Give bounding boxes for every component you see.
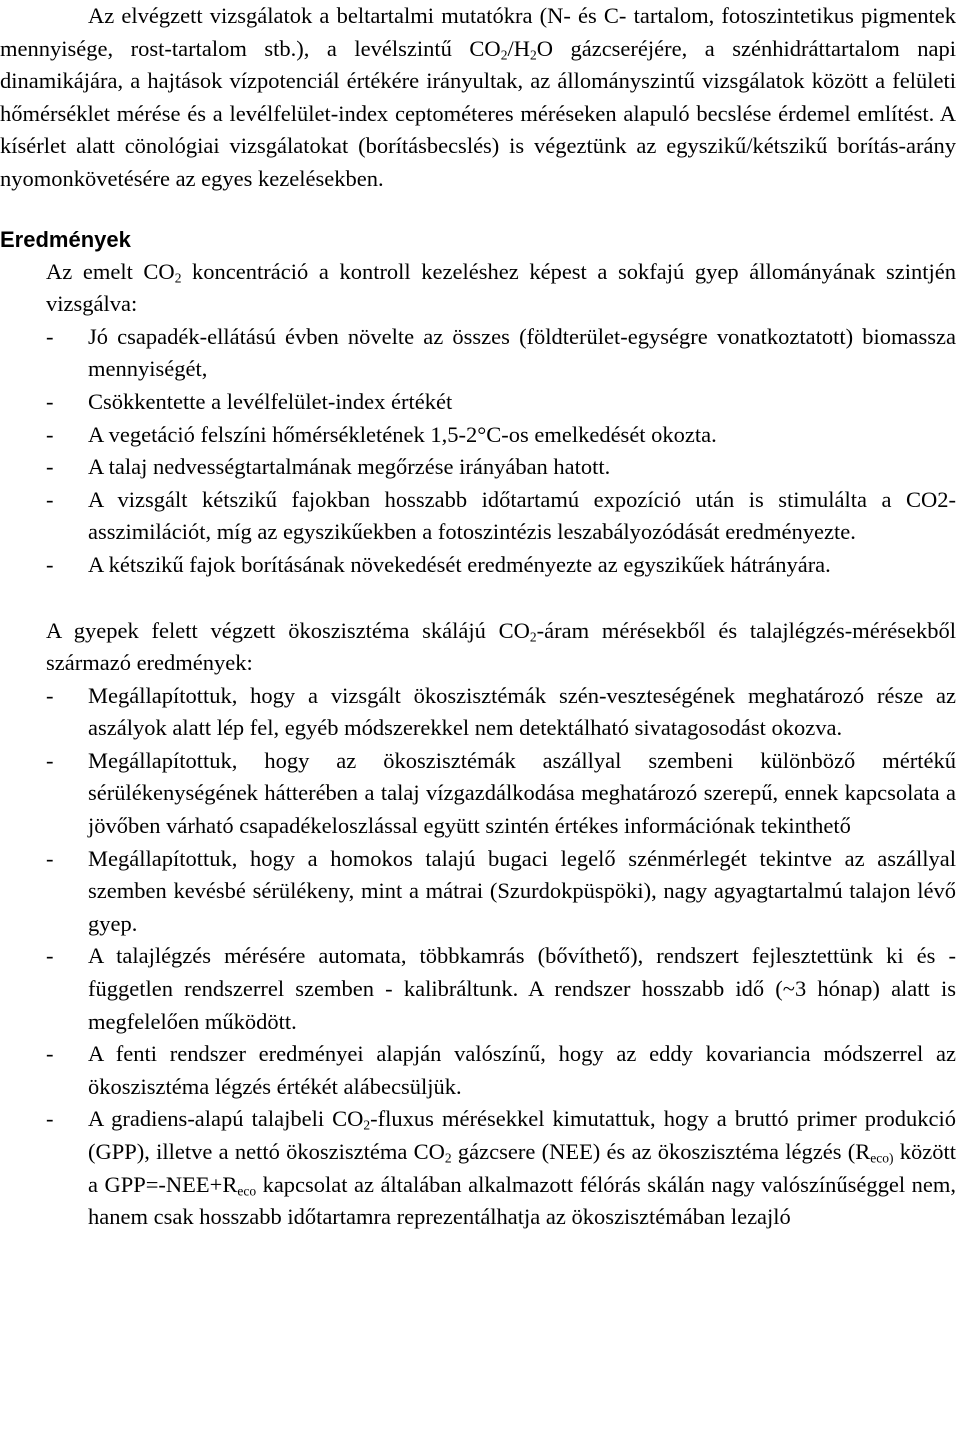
list-item bbox=[0, 419, 960, 452]
list-item-text: A vizsgált kétszikű fajokban hosszabb időtartamú expozíció után is stimulálta a CO2-asszimilációt, míg az egyszikűekben a fotoszintézis leszabályozódását eredményezte. bbox=[88, 486, 956, 545]
section1-lead bbox=[0, 256, 960, 321]
list-item bbox=[0, 1103, 960, 1233]
paragraph-gap bbox=[0, 582, 960, 615]
list-item bbox=[0, 843, 960, 941]
last-item-text-a: A gradiens-alapú talajbeli CO bbox=[88, 1106, 364, 1132]
list-item-text: Megállapítottuk, hogy az ökoszisztémák aszállyal szembeni különböző mértékű sérülékenységének hátterében a talaj vízgazdálkodása meghatározó szerepű, ennek kapcsolata a jövőben várható csapadékeloszlással együtt szintén értékes információnak tekinthető bbox=[88, 747, 956, 839]
list-dash: - bbox=[46, 421, 54, 447]
results-heading: Eredmények bbox=[0, 226, 131, 252]
list-item bbox=[0, 549, 960, 582]
section1-lead-text-b: koncentráció a kontroll kezeléshez képest a sokfajú gyep állományának szintjén vizsgálva: bbox=[46, 258, 956, 317]
intro-sub-2: 2 bbox=[529, 46, 537, 62]
last-item-sub-2: 2 bbox=[444, 1150, 452, 1166]
section2-lead-text-a: A gyepek felett végzett ökoszisztéma skálájú CO bbox=[46, 617, 530, 643]
list-item-text: Megállapítottuk, hogy a homokos talajú bugaci legelő szénmérlegét tekintve az aszállyal szemben kevésbé sérülékeny, mint a mátrai (Szurdokpüspöki), nagy agyagtartalmú talajon lévő gyep. bbox=[88, 845, 956, 936]
list-item-text: A talajlégzés mérésére automata, többkamrás (bővíthető), rendszert fejlesztettünk ki és - független rendszerrel szemben - kalibráltunk. A rendszer hosszabb idő (~3 hónap) alatt is megfelelően működött. bbox=[88, 943, 956, 1034]
section2-list bbox=[0, 680, 960, 1234]
list-item-text: A vegetáció felszíni hőmérsékletének 1,5-2°C-os emelkedését okozta. bbox=[88, 421, 717, 447]
list-dash: - bbox=[46, 1106, 54, 1132]
list-item bbox=[0, 484, 960, 549]
list-item bbox=[0, 321, 960, 386]
list-item-text: Csökkentette a levélfelület-index értékét bbox=[88, 388, 453, 414]
last-item-text-c: gázcsere (NEE) és az ökoszisztéma légzés (R bbox=[451, 1139, 871, 1164]
intro-sub-1: 2 bbox=[500, 46, 508, 62]
list-dash: - bbox=[46, 486, 54, 512]
list-item-text: A fenti rendszer eredményei alapján valószínű, hogy az eddy kovariancia módszerrel az ökoszisztéma légzés értékét alábecsüljük. bbox=[88, 1041, 956, 1099]
section1-list bbox=[0, 321, 960, 582]
list-dash: - bbox=[46, 682, 54, 708]
section1-lead-text-a: Az emelt CO bbox=[46, 258, 175, 284]
last-item-sub-3: eco) bbox=[870, 1150, 894, 1166]
list-dash: - bbox=[46, 747, 54, 773]
list-dash: - bbox=[46, 388, 54, 414]
list-item-text: Jó csapadék-ellátású évben növelte az összes (földterület-egységre vonatkoztatott) biomassza mennyiségét, bbox=[88, 323, 956, 382]
section2-lead-sub: 2 bbox=[529, 628, 537, 644]
list-item bbox=[0, 745, 960, 843]
list-item-text: Megállapítottuk, hogy a vizsgált ökoszisztémák szén-veszteségének meghatározó része az aszályok alatt lép fel, egyéb módszerekkel nem detektálható sivatagosodást okozva. bbox=[88, 682, 956, 741]
list-dash: - bbox=[46, 943, 54, 969]
list-item bbox=[0, 1038, 960, 1103]
list-item bbox=[0, 680, 960, 745]
last-item-sub-4: eco bbox=[237, 1182, 257, 1198]
list-item bbox=[0, 386, 960, 419]
last-item-text-b: -fluxus mérésekkel kimutattuk, hogy a bruttó primer produkció (GPP), illetve a nettó ökoszisztéma CO bbox=[88, 1106, 956, 1164]
list-item-text: A kétszikű fajok borításának növekedését eredményezte az egyszikűek hátrányára. bbox=[88, 551, 831, 577]
list-dash: - bbox=[46, 1041, 54, 1067]
list-dash: - bbox=[46, 323, 54, 349]
section2-lead-text-b: -áram mérésekből és talajlégzés-mérésekből származó eredmények: bbox=[46, 617, 956, 676]
intro-text-3: O gázcseréjére, a szénhidráttartalom napi dinamikájára, a hajtások vízpotenciál értékére irányultak, az állományszintű vizsgálatok között a felületi hőmérséklet mérése és a levélfelület-index ceptométeres méréseken alapuló becslése érdemel említést. A kísérlet alatt cönológiai vizsgálatokat (borításbecslés) is végeztünk az egyszikű/kétszikű borítás-arány nyomonkövetésére az egyes kezelésekben. bbox=[0, 35, 956, 191]
last-item-sub-1: 2 bbox=[363, 1117, 371, 1133]
intro-paragraph bbox=[0, 0, 960, 196]
section2-lead bbox=[0, 615, 960, 680]
section1-lead-sub: 2 bbox=[174, 269, 182, 285]
list-item bbox=[0, 940, 960, 1038]
list-dash: - bbox=[46, 551, 54, 577]
list-item bbox=[0, 451, 960, 484]
intro-text-1: Az elvégzett vizsgálatok a beltartalmi mutatókra (N- és C- tartalom, fotoszintetikus pigmentek mennyisége, rost-tartalom stb.), a levélszintű CO bbox=[0, 3, 956, 61]
list-dash: - bbox=[46, 454, 54, 480]
list-dash: - bbox=[46, 845, 54, 871]
last-item-text-d: között a GPP=-NEE+R bbox=[88, 1139, 956, 1197]
intro-text-2: /H bbox=[507, 35, 530, 61]
intro-first-indent bbox=[0, 3, 88, 28]
list-item-text: A talaj nedvességtartalmának megőrzése irányában hatott. bbox=[88, 454, 611, 480]
last-item-text-e: kapcsolat az általában alkalmazott félórás skálán nagy valószínűséggel nem, hanem csak hosszabb időtartamra reprezentálhatja az ökoszisztémában lezajló bbox=[88, 1171, 956, 1230]
